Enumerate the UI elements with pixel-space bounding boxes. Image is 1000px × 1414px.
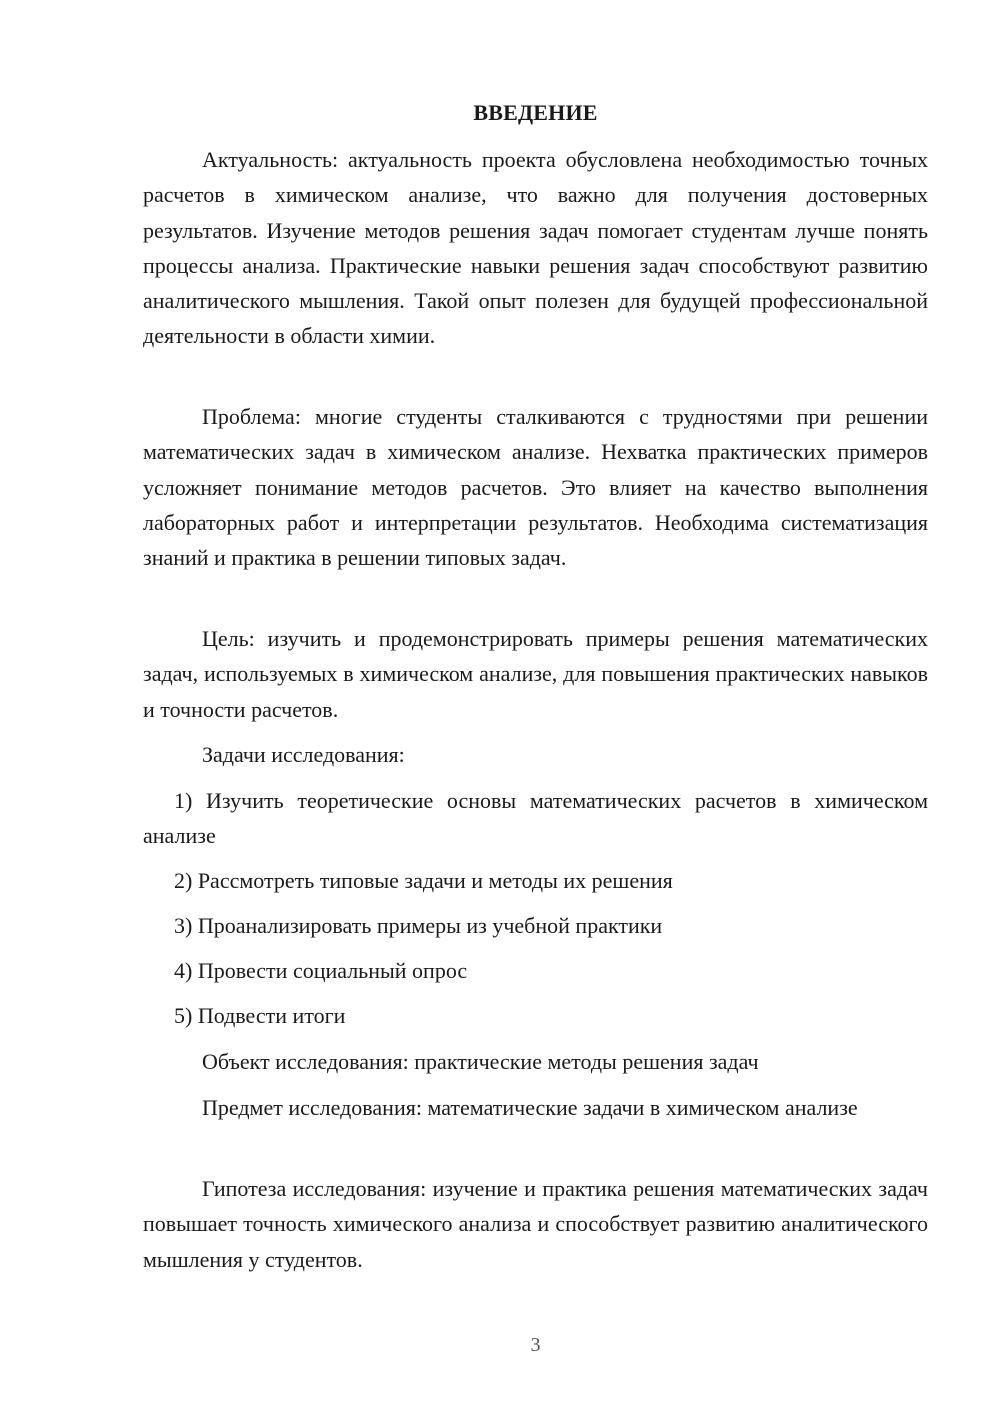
page-number: 3 <box>530 1334 541 1356</box>
tasks-heading: Задачи исследования: <box>202 742 405 767</box>
task-item-1: 1) Изучить теоретические основы математических расчетов в химическом анализе <box>143 788 928 849</box>
task-item-4: 4) Провести социальный опрос <box>174 958 468 983</box>
task-item-3: 3) Проанализировать примеры из учебной практики <box>174 913 663 938</box>
relevance-paragraph: Актуальность: актуальность проекта обусловлена необходимостью точных расчетов в химическом анализе, что важно для получения достоверных результатов. Изучение методов решения задач помогает студентам лучше понять процессы анализа. Практические навыки решения задач способствуют развитию аналитического мышления. Такой опыт полезен для будущей профессиональной деятельности в области химии. <box>143 147 928 349</box>
page-title: ВВЕДЕНИЕ <box>473 100 598 125</box>
object-paragraph: Объект исследования: практические методы решения задач <box>202 1049 759 1074</box>
goal-paragraph: Цель: изучить и продемонстрировать примеры решения математических задач, используемых в химическом анализе, для повышения практических навыков и точности расчетов. <box>143 626 928 722</box>
problem-paragraph: Проблема: многие студенты сталкиваются с трудностями при решении математических задач в химическом анализе. Нехватка практических примеров усложняет понимание методов расчетов. Это влияет на качество выполнения лабораторных работ и интерпретации результатов. Необходима систематизация знаний и практика в решении типовых задач. <box>143 404 928 571</box>
document-page <box>143 0 928 1414</box>
task-item-2: 2) Рассмотреть типовые задачи и методы их решения <box>174 868 673 893</box>
task-item-5: 5) Подвести итоги <box>174 1003 346 1028</box>
hypothesis-paragraph: Гипотеза исследования: изучение и практика решения математических задач повышает точность химического анализа и способствует развитию аналитического мышления у студентов. <box>143 1176 928 1272</box>
subject-paragraph: Предмет исследования: математические задачи в химическом анализе <box>202 1095 858 1120</box>
